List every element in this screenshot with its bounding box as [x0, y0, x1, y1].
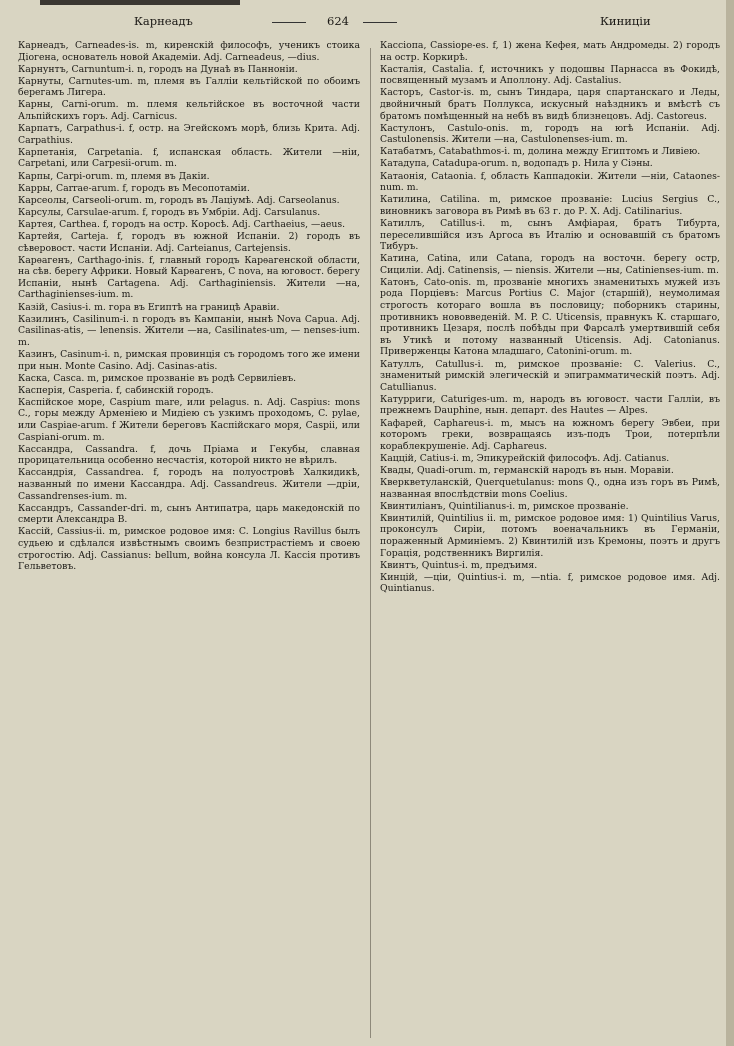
- dictionary-entry: Карпатъ, Carpathus-i. f, остр. на Эгейскомъ морѣ, близь Крита. Adj. Carpathius.: [18, 123, 360, 146]
- dictionary-entry: Карсеолы, Carseoli-orum. m, городъ въ Лаціумѣ. Adj. Carseolanus.: [18, 194, 340, 206]
- dictionary-entry: Катаонія, Cataonia. f, область Каппадокіи. Жители —ніи, Cataones-num. m.: [380, 170, 720, 194]
- dictionary-entry: Казилинъ, Casilinum-i. n городъ въ Кампаніи, нынѣ Nova Capua. Adj. Casilinas-atis, — lenensis. Жители —на, Casilinates-um, — nenses-ium. m.: [18, 313, 360, 348]
- dictionary-entry: Картея, Carthea. f, городъ на остр. Коросѣ. Adj. Carthaeius, —aeus.: [18, 218, 346, 230]
- dictionary-entry: Кассандрія, Cassandrea. f, городъ на полуостровѣ Халкидикѣ, названный по имени Кассандра. Adj. Cassandreus. Жители —дріи, Cassandrenses-ium. m.: [18, 467, 360, 502]
- dictionary-entry: Квинтилій, Quintilius ii. m, римское родовое имя: 1) Quintilius Varus, проконсулъ Сиріи, потомъ военачальникъ въ Германіи, пораженный Арминіемъ. 2) Квинтилій изъ Кремоны, поэтъ и другъ Горація, родственникъ Виргилія.: [380, 512, 720, 559]
- dictionary-entry: Катина, Catina, или Catana, городъ на восточн. берегу остр, Сициліи. Adj. Catinensis, — niensis. Жители —ны, Catinienses-ium. m.: [380, 253, 720, 276]
- dictionary-entry: Казинъ, Casinum-i. n, римская провинція съ городомъ того же имени при нын. Monte Casino. Adj. Casinas-atis.: [18, 348, 360, 372]
- dictionary-entry: Казій, Casius-i. m. гора въ Египтѣ на границѣ Аравіи.: [18, 301, 280, 313]
- dictionary-entry: Карпы, Carpi-orum. m, племя въ Дакіи.: [18, 170, 210, 182]
- dictionary-entry: Карнеадъ, Carneades-is. m, киренскій философъ, ученикъ стоика Діогена, основатель новой Академіи. Adj. Carneadeus, —dius.: [18, 40, 360, 63]
- column-divider: [370, 48, 371, 1038]
- dictionary-entry: Касперія, Casperia. f, сабинскій городъ.: [18, 384, 214, 396]
- dictionary-entry: Кинцій, —ціи, Quintius-i. m, —ntia. f, римское родовое имя. Adj. Quintianus.: [380, 571, 720, 595]
- dictionary-entry: Катонъ, Cato-onis. m, прозваніе многихъ знаменитыхъ мужей изъ рода Порціевъ: Marcus Portius C. Major (старшій), неумолимая строгость котораго вошла въ пословицу; поборникъ старины, противникъ нововведеній. M. P. C. Uticensis, правнукъ К. старшаго, противникъ Цезаря, послѣ побѣды при Фарсалѣ умертвившій себя въ Утикѣ и потому названный Uticensis. Adj. Catonianus. Приверженцы Катона младшаго, Catonini-orum. m.: [380, 276, 720, 358]
- dictionary-entry: Каццій, Catius-i. m, Эпикурейскій философъ. Adj. Catianus.: [380, 452, 670, 464]
- dictionary-entry: Кафарей, Caphareus-i. m, мысъ на южномъ берегу Эвбеи, при которомъ греки, возвращаясь изъ-подъ Трои, потерпѣли кораблекрушеніе. Adj. Caphareus.: [380, 417, 720, 452]
- left-column: [18, 40, 360, 573]
- dictionary-entry: Кассій, Cassius-ii. m, римское родовое имя: C. Longius Ravillus былъ судьею и сдѣлался извѣстнымъ своимъ безпристрастіемъ и своею строгостію. Adj. Cassianus: bellum, война консула Л. Кассія противъ Гельветовъ.: [18, 526, 360, 573]
- dictionary-entry: Кастулонъ, Castulo-onis. m, городъ на югѣ Испаніи. Adj. Castulonensis. Жители —на, Castulonenses-ium. m.: [380, 122, 720, 146]
- dictionary-entry: Каска, Casca. m, римское прозваніе въ родѣ Сервиліевъ.: [18, 372, 297, 384]
- dictionary-entry: Карны, Carni-orum. m. племя кельтійское въ восточной части Альпійскихъ горъ. Adj. Carnicus.: [18, 99, 360, 123]
- header-left-word: Карнеадъ: [134, 14, 193, 28]
- dictionary-entry: Катиллъ, Catillus-i. m, сынъ Амфіарая, братъ Тибурта, переселившійся изъ Аргоса въ Италію и основавшій съ братомъ Тибуръ.: [380, 217, 720, 253]
- dictionary-entry: Квады, Quadi-orum. m, германскій народъ въ нын. Моравіи.: [380, 464, 674, 476]
- page-number: 624: [327, 14, 349, 28]
- scan-mark: [40, 0, 240, 5]
- dictionary-entry: Кверкветуланскій, Querquetulanus: mons Q., одна изъ горъ въ Римѣ, названная впослѣдствіи mons Coelius.: [380, 476, 720, 500]
- dictionary-entry: Карсулы, Carsulae-arum. f, городъ въ Умбріи. Adj. Carsulanus.: [18, 206, 321, 218]
- dictionary-entry: Карры, Carrae-arum. f, городъ въ Месопотаміи.: [18, 182, 250, 194]
- dictionary-entry: Картейя, Carteja. f, городъ въ южной Испаніи. 2) городъ въ сѣверовост. части Испаніи. Adj. Carteianus, Cartejensis.: [18, 231, 360, 254]
- dictionary-entry: Квинтъ, Quintus-i. m, предъимя.: [380, 559, 538, 571]
- dictionary-entry: Квинтиліанъ, Quintilianus-i. m, римское прозваніе.: [380, 500, 629, 512]
- dictionary-entry: Карпетанія, Carpetania. f, испанская область. Жители —ніи, Carpetani, или Carpesii-orum. m.: [18, 146, 360, 170]
- header-dash-left: [272, 22, 306, 23]
- dictionary-entry: Катадупа, Catadupa-orum. n, водопадъ р. Нила у Сіэны.: [380, 158, 653, 170]
- dictionary-entry: Карѳагенъ, Carthago-inis. f, главный городъ Карѳагенской области, на сѣв. берегу Африки. Новый Карѳагенъ, C nova, на юговост. берегу Испаніи, нынѣ Cartagena. Adj. Carthaginiensis. Жители —на, Carthaginienses-ium. m.: [18, 254, 360, 301]
- running-header: [20, 12, 714, 32]
- dictionary-entry: Катилина, Catilina. m, римское прозваніе: Lucius Sergius C., виновникъ заговора въ Римѣ въ 63 г. до Р. Х. Adj. Catilinarius.: [380, 194, 720, 217]
- dictionary-entry: Катабатмъ, Catabathmos-i. m, долина между Египтомъ и Ливіею.: [380, 146, 701, 158]
- dictionary-entry: Кассандра, Cassandra. f, дочь Пріама и Гекубы, славная прорицательница особенно несчастія, которой никто не вѣрилъ.: [18, 443, 360, 467]
- dictionary-entry: Катурриги, Caturiges-um. m, народъ въ юговост. части Галліи, въ прежнемъ Dauphine, нын. департ. des Hautes — Alpes.: [380, 393, 720, 417]
- dictionary-entry: Каспійское море, Caspium mare, или pelagus. n. Adj. Caspius: mons C., горы между Арменіею и Мидіею съ узкимъ проходомъ, C. pylae, или Caspiae-arum. f Жители береговъ Каспійскаго моря, Caspii, или Caspiani-orum. m.: [18, 396, 360, 443]
- dictionary-entry: Касторъ, Castor-is. m, сынъ Тиндара, царя спартанскаго и Леды, двойничный братъ Поллукса, искусный наѣздникъ и вмѣстѣ съ братомъ помѣщенный на небѣ въ видѣ близнецовъ. Adj. Castoreus.: [380, 87, 720, 122]
- page-edge: [726, 0, 734, 1046]
- dictionary-entry: Кассандръ, Cassander-dri. m, сынъ Антипатра, царь македонскій по смерти Александра В.: [18, 502, 360, 526]
- right-column: [380, 40, 720, 595]
- header-dash-right: [363, 22, 397, 23]
- dictionary-entry: Карнунтъ, Carnuntum-i. n, городъ на Дунаѣ въ Панноніи.: [18, 63, 298, 75]
- dictionary-entry: Касталія, Castalia. f, источникъ у подошвы Парнасса въ Фокидѣ, посвященный музамъ и Аполлону. Adj. Castalius.: [380, 63, 720, 87]
- dictionary-entry: Карнуты, Carnutes-um. m, племя въ Галліи кельтійской по обоимъ берегамъ Лигера.: [18, 75, 360, 99]
- dictionary-entry: Катуллъ, Catullus-i. m, римское прозваніе: C. Valerius. C., знаменитый римскій элегическій и эпиграмматическій поэтъ. Adj. Catullianus.: [380, 358, 720, 393]
- header-right-word: Киниціи: [600, 14, 651, 28]
- dictionary-entry: Кассіопа, Cassiope-es. f, 1) жена Кефея, мать Андромеды. 2) городъ на остр. Коркирѣ.: [380, 40, 720, 63]
